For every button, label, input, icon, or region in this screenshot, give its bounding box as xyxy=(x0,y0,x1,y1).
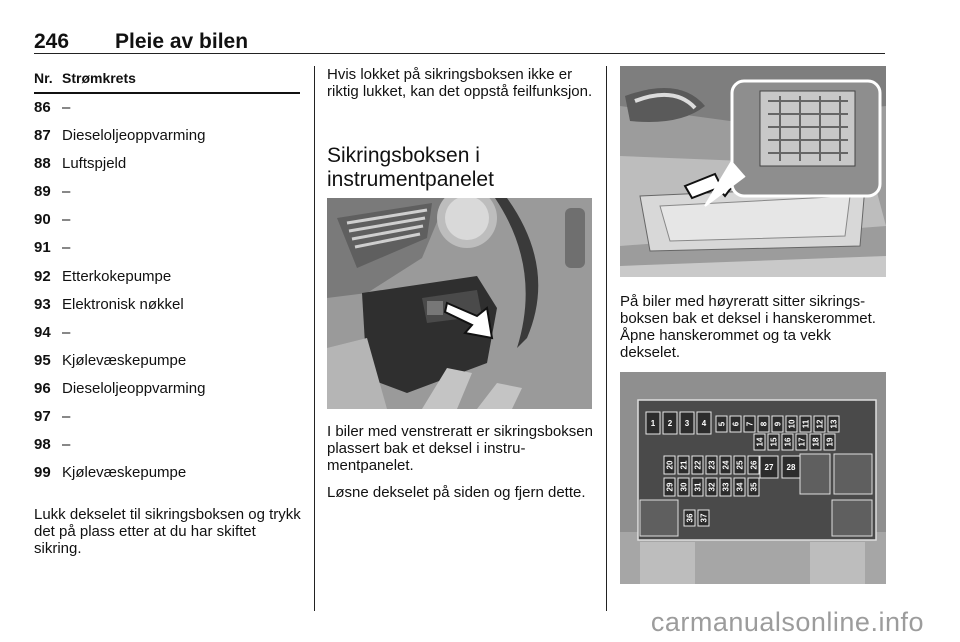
table-row xyxy=(34,403,300,431)
fuse-label: 37 xyxy=(699,513,709,523)
fuse-label: 20 xyxy=(665,460,675,470)
fuse-label: 6 xyxy=(731,421,741,427)
fuse-slot xyxy=(758,416,769,432)
circuit-name: Dieseloljeoppvarming xyxy=(62,127,206,145)
fuse-number: 90 xyxy=(34,211,51,229)
fuse-label: 3 xyxy=(684,419,690,428)
circuit-name: – xyxy=(62,99,71,116)
table-row xyxy=(34,234,300,262)
fuse-slot xyxy=(744,416,755,432)
fuse-label: 25 xyxy=(735,460,745,470)
circuit-name: – xyxy=(62,183,71,201)
table-row xyxy=(34,206,300,234)
fuse-slot xyxy=(706,478,717,496)
fuse-slot xyxy=(754,434,765,450)
table-row xyxy=(34,263,300,291)
fusebox-diagram xyxy=(620,372,886,584)
fuse-number: 93 xyxy=(34,295,51,313)
table-row xyxy=(34,150,300,178)
left-hand-drive-text: I biler med venstreratt er sikringsboksen plassert bak et deksel i instrumentpanelet. xyxy=(327,423,593,474)
fuse-label: 32 xyxy=(707,482,717,492)
fuse-label: 14 xyxy=(755,437,765,447)
circuit-name: Elektronisk nøkkel xyxy=(62,295,184,313)
section-heading: Sikringsboksen i instrumentpanelet xyxy=(327,144,494,191)
fuse-slot xyxy=(720,456,731,474)
table-row xyxy=(34,319,300,347)
header-rule xyxy=(34,53,885,54)
circuit-name: Luftspjeld xyxy=(62,155,127,173)
fuse-label: 12 xyxy=(815,419,825,429)
fuse-slot xyxy=(810,434,821,450)
fuse-label: 17 xyxy=(797,437,807,447)
fuse-label: 34 xyxy=(735,482,745,492)
fuse-label: 36 xyxy=(685,513,695,523)
watermark: carmanualsonline.info xyxy=(650,607,924,637)
fuse-label: 9 xyxy=(773,421,783,427)
fuse-slot xyxy=(748,478,759,496)
fuse-slot xyxy=(768,434,779,450)
fuse-label: 23 xyxy=(707,460,717,470)
fuse-label: 18 xyxy=(811,437,821,447)
table-row xyxy=(34,178,300,206)
fuse-number: 92 xyxy=(34,267,51,285)
circuit-name: Kjølevæskepumpe xyxy=(62,351,187,369)
fuse-number: 99 xyxy=(34,464,51,482)
column-divider-right xyxy=(606,66,607,611)
fuse-slot xyxy=(646,412,660,434)
fuse-number: 89 xyxy=(34,183,51,201)
circuit-name: Kjølevæskepumpe xyxy=(62,464,187,482)
fuse-slot xyxy=(678,456,689,474)
table-row xyxy=(34,375,300,403)
fuse-label: 8 xyxy=(759,421,769,427)
fuse-label: 13 xyxy=(829,419,839,429)
fuse-slot xyxy=(663,412,677,434)
fuse-label: 7 xyxy=(745,421,755,427)
fuse-label: 24 xyxy=(721,460,731,470)
release-cover-text: Løsne dekselet på siden og fjern dette. xyxy=(327,484,586,501)
fuse-number: 87 xyxy=(34,127,51,145)
circuit-name: – xyxy=(62,239,71,257)
fuse-label: 35 xyxy=(749,482,759,492)
page-number: 246 xyxy=(34,30,70,53)
fuse-label: 21 xyxy=(679,460,689,470)
fuse-table xyxy=(34,66,300,487)
fuse-number: 86 xyxy=(34,99,51,116)
table-row xyxy=(34,291,300,319)
fuse-slot xyxy=(692,456,703,474)
column-divider-left xyxy=(314,66,315,611)
circuit-name: – xyxy=(62,211,71,229)
fuse-label: 22 xyxy=(693,460,703,470)
fuse-label: 10 xyxy=(787,419,797,429)
fuse-number: 97 xyxy=(34,408,51,426)
table-body xyxy=(34,94,300,487)
fuse-slot xyxy=(786,416,797,432)
fuse-label: 33 xyxy=(721,482,731,492)
fuse-number: 98 xyxy=(34,436,51,454)
fuse-label: 15 xyxy=(769,437,779,447)
fuse-slot xyxy=(782,434,793,450)
column-header-circuit: Strømkrets xyxy=(62,70,136,86)
fuse-slot xyxy=(828,416,839,432)
fuse-label: 16 xyxy=(783,437,793,447)
fuse-slot xyxy=(734,478,745,496)
dashboard-cover-illustration xyxy=(327,198,592,409)
fuse-slot xyxy=(698,510,709,526)
table-row xyxy=(34,347,300,375)
table-row xyxy=(34,94,300,122)
circuit-name: Dieseloljeoppvarming xyxy=(62,379,206,397)
fuse-label: 5 xyxy=(717,421,727,427)
fuse-slot xyxy=(800,416,811,432)
fuse-slot xyxy=(734,456,745,474)
circuit-name: – xyxy=(62,408,71,426)
fuse-slot xyxy=(678,478,689,496)
fuse-slot xyxy=(680,412,694,434)
fuse-slot xyxy=(706,456,717,474)
right-hand-drive-text: På biler med høyreratt sitter sikringsboksen bak et deksel i hanskerommet. Åpne hanskerommet og ta vekk dekselet. xyxy=(620,293,876,361)
fuse-label: 27 xyxy=(764,463,774,472)
fuse-label: 30 xyxy=(679,482,689,492)
circuit-name: Etterkokepumpe xyxy=(62,267,172,285)
fuse-slot xyxy=(684,510,695,526)
fuse-slot xyxy=(796,434,807,450)
table-row xyxy=(34,122,300,150)
fuse-slot xyxy=(720,478,731,496)
page-title: Pleie av bilen xyxy=(115,30,249,53)
lid-warning-text: Hvis lokket på sikringsboksen ikke er riktig lukket, kan det oppstå feilfunksjon. xyxy=(327,66,593,100)
fuse-slot xyxy=(664,456,675,474)
close-lid-note: Lukk dekselet til sikringsboksen og trykk det på plass etter at du har skiftet sikring. xyxy=(34,506,301,557)
fuse-label: 31 xyxy=(693,482,703,492)
fuse-label: 4 xyxy=(701,419,707,428)
table-row xyxy=(34,431,300,459)
fuse-slot xyxy=(692,478,703,496)
table-row xyxy=(34,459,300,487)
fuse-slot xyxy=(772,416,783,432)
circuit-name: – xyxy=(62,436,71,454)
fuse-slot xyxy=(748,456,759,474)
fuse-label: 1 xyxy=(650,419,656,428)
fuse-number: 88 xyxy=(34,155,51,173)
fuse-slot xyxy=(782,456,800,478)
fuse-slot xyxy=(664,478,675,496)
fuse-label: 2 xyxy=(667,419,673,428)
fuse-label: 11 xyxy=(801,419,811,429)
fuse-label: 26 xyxy=(749,460,759,470)
fuse-number: 95 xyxy=(34,351,51,369)
fuse-slot xyxy=(760,456,778,478)
fuse-label: 19 xyxy=(825,437,835,447)
fuse-label: 28 xyxy=(786,463,796,472)
fuse-slot xyxy=(730,416,741,432)
fuse-slot xyxy=(824,434,835,450)
fuse-slot xyxy=(697,412,711,434)
fuse-slot xyxy=(814,416,825,432)
fuse-number: 91 xyxy=(34,239,51,257)
fuse-number: 96 xyxy=(34,379,51,397)
fuse-slot xyxy=(716,416,727,432)
circuit-name: – xyxy=(62,323,71,341)
glovebox-fusebox-illustration xyxy=(620,66,886,277)
fuse-label: 29 xyxy=(665,482,675,492)
table-header xyxy=(34,66,300,94)
column-header-nr: Nr. xyxy=(34,70,53,86)
fuse-number: 94 xyxy=(34,323,51,341)
